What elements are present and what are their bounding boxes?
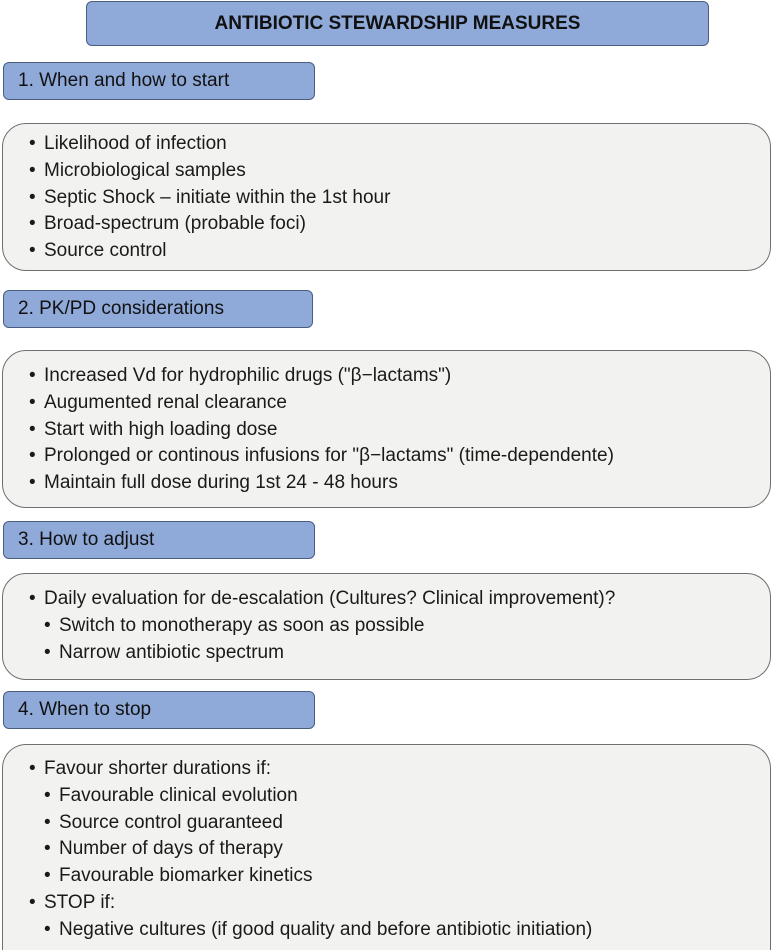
list-item: • Source control: [29, 238, 758, 265]
list-item: • Microbiological samples: [29, 158, 758, 185]
list-item-sub: • Narrow antibiotic spectrum: [44, 640, 758, 667]
section-4-label: 4. When to stop: [3, 691, 315, 729]
list-item: • Septic Shock – initiate within the 1st hour: [29, 185, 758, 212]
list-item-sub: • Source control guaranteed: [44, 810, 758, 837]
section-3-card: [2, 573, 771, 680]
section-2-label: 2. PK/PD considerations: [3, 290, 313, 328]
list-item: • Prolonged or continous infusions for "β−lactams" (time-dependente): [29, 443, 758, 470]
list-item: • Maintain full dose during 1st 24 - 48 hours: [29, 470, 758, 497]
list-item: • Augumented renal clearance: [29, 390, 758, 417]
list-item-sub: • Number of days of therapy: [44, 836, 758, 863]
diagram-title: ANTIBIOTIC STEWARDSHIP MEASURES: [86, 1, 709, 46]
list-item-sub: • Favourable clinical evolution: [44, 783, 758, 810]
list-item: • Increased Vd for hydrophilic drugs ("β−lactams"): [29, 363, 758, 390]
list-item-sub: • Favourable biomarker kinetics: [44, 863, 758, 890]
list-item-sub: • Switch to monotherapy as soon as possible: [44, 613, 758, 640]
list-item: • Daily evaluation for de-escalation (Cultures? Clinical improvement)?: [29, 586, 758, 613]
section-3-label: 3. How to adjust: [3, 521, 315, 559]
list-item-sub: • Negative cultures (if good quality and before antibiotic initiation): [44, 917, 758, 944]
section-2-card: [2, 350, 771, 508]
section-1-label: 1. When and how to start: [3, 62, 315, 100]
list-item: • STOP if:: [29, 890, 758, 917]
list-item: • Likelihood of infection: [29, 131, 758, 158]
list-item: • Favour shorter durations if:: [29, 756, 758, 783]
list-item: • Broad-spectrum (probable foci): [29, 211, 758, 238]
list-item: • Start with high loading dose: [29, 417, 758, 444]
section-4-card: [2, 744, 771, 950]
section-1-card: [2, 123, 771, 271]
